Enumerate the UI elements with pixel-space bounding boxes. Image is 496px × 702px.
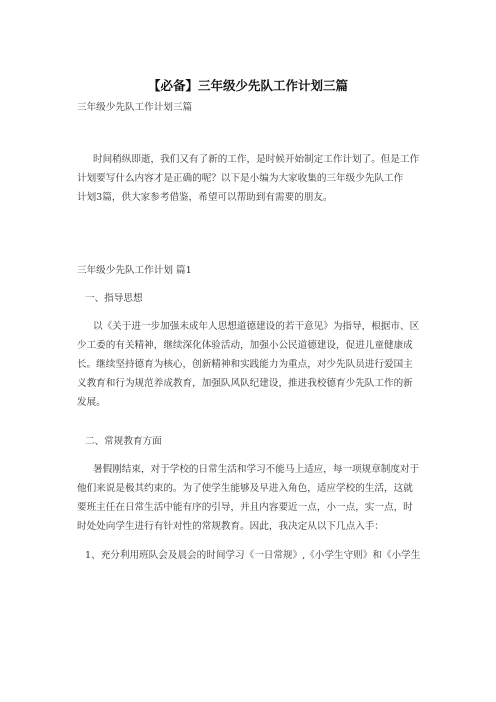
section1-line: 长。继续坚持德育为核心，创新精神和实践能力为重点，对少先队员进行爱国主 <box>77 359 413 370</box>
section2-line: 要班主任在日常生活中能有序的引导，并且内容要近一点，小一点，实一点，时 <box>77 502 413 513</box>
list-item-1: 1、充分利用班队会及晨会的时间学习《一日常规》,《小学生守则》和《小学生 <box>85 550 421 561</box>
section1-line: 发展。 <box>77 397 106 408</box>
section2-line: 时处处向学生进行有针对性的常规教育。因此，我决定从以下几点入手： <box>77 521 384 532</box>
part-heading: 三年级少先队工作计划 篇1 <box>77 265 192 276</box>
section2-line: 暑假刚结束，对于学校的日常生活和学习不能马上适应，每一项规章制度对于 <box>93 464 420 475</box>
section1-line: 义教育和行为规范养成教育，加强队风队纪建设，推进我校德育少先队工作的新 <box>77 378 413 389</box>
intro-line: 计划3篇，供大家参考借鉴，希望可以帮助到有需要的朋友。 <box>77 192 333 203</box>
section1-line: 少工委的有关精神，继续深化体验活动，加强小公民道德建设，促进儿童健康成 <box>77 340 413 351</box>
intro-line: 计划要写什么内容才是正确的呢？以下是小编为大家收集的三年级少先队工作 <box>77 173 404 184</box>
section-heading-guiding-ideology: 一、指导思想 <box>85 293 143 304</box>
document-subtitle: 三年级少先队工作计划三篇 <box>77 102 193 113</box>
section-heading-routine-education: 二、常规教育方面 <box>85 436 162 447</box>
intro-line: 时间稍纵即逝，我们又有了新的工作，是时候开始制定工作计划了。但是工作 <box>93 154 420 165</box>
section2-line: 他们来说是极其约束的。为了使学生能够及早进入角色，适应学校的生活，这就 <box>77 483 413 494</box>
section1-line: 以《关于进一步加强未成年人思想道德建设的若干意见》为指导，根据市、区 <box>93 321 420 332</box>
document-title: 【必备】三年级少先队工作计划三篇 <box>147 78 348 93</box>
